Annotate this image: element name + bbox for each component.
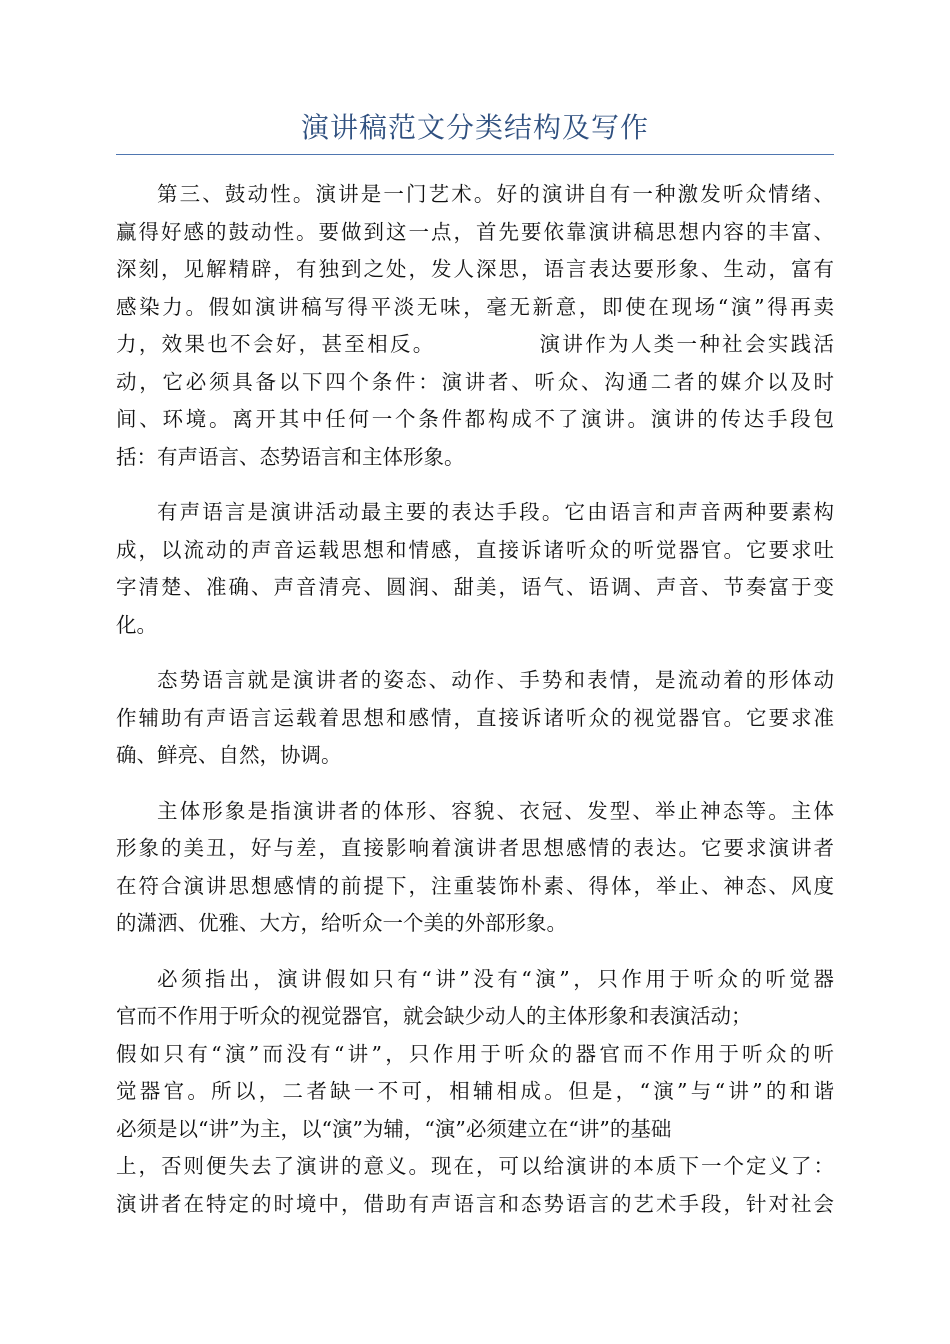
text-line: 演讲者在特定的时境中，借助有声语言和态势语言的艺术手段，针对社会 xyxy=(116,1191,834,1216)
text-line: 假如只有“演”而没有“讲”，只作用于听众的器官而不作用于听众的听 xyxy=(116,1041,834,1066)
text-line: 动，它必须具备以下四个条件：演讲者、听众、沟通二者的媒介以及时 xyxy=(116,369,834,394)
document-body xyxy=(116,176,834,1241)
text-line: 有声语言是演讲活动最主要的表达手段。它由语言和声音两种要素构 xyxy=(157,500,834,524)
paragraph xyxy=(116,176,834,476)
text-line: 态势语言就是演讲者的姿态、动作、手势和表情，是流动着的形体动 xyxy=(157,668,834,692)
text-line: 化。 xyxy=(116,612,157,637)
text-line: 官而不作用于听众的视觉器官，就会缺少动人的主体形象和表演活动； xyxy=(116,1004,752,1028)
paragraph xyxy=(116,961,834,1224)
text-line: 成，以流动的声音运载思想和情感，直接诉诸听众的听觉器官。它要求吐 xyxy=(116,537,834,562)
text-line: 在符合演讲思想感情的前提下，注重装饰朴素、得体，举止、神态、风度 xyxy=(116,873,834,898)
paragraph xyxy=(116,662,834,775)
title-underline xyxy=(116,154,834,155)
text-line: 必须指出，演讲假如只有“讲”没有“演”，只作用于听众的听觉器 xyxy=(157,966,834,991)
text-line: 主体形象是指演讲者的体形、容貌、衣冠、发型、举止神态等。主体 xyxy=(157,798,834,823)
text-line: 上，否则便失去了演讲的意义。现在，可以给演讲的本质下一个定义了： xyxy=(116,1154,834,1178)
text-line: 的潇洒、优雅、大方，给听众一个美的外部形象。 xyxy=(116,911,567,935)
paragraph xyxy=(116,494,834,644)
text-line: 必须是以“讲”为主，以“演”为辅，“演”必须建立在“讲”的基础 xyxy=(116,1116,672,1141)
text-line: 形象的美丑，好与差，直接影响着演讲者思想感情的表达。它要求演讲者 xyxy=(116,836,834,860)
text-line: 确、鲜亮、自然，协调。 xyxy=(116,743,342,767)
text-line: 字清楚、准确、声音清亮、圆润、甜美，语气、语调、声音、节奏富于变 xyxy=(116,575,834,599)
text-line: 括：有声语言、态势语言和主体形象。 xyxy=(116,444,465,469)
paragraph xyxy=(116,793,834,943)
text-line: 深刻，见解精辟，有独到之处，发人深思，语言表达要形象、生动，富有 xyxy=(116,257,834,281)
text-line: 力，效果也不会好，甚至相反。 演讲作为人类一种社会实践活 xyxy=(116,332,834,356)
text-line: 感染力。假如演讲稿写得平淡无味，毫无新意，即使在现场“演”得再卖 xyxy=(116,294,834,319)
text-line: 作辅助有声语言运载着思想和感情，直接诉诸听众的视觉器官。它要求准 xyxy=(116,705,834,730)
text-line: 第三、鼓动性。演讲是一门艺术。好的演讲自有一种激发听众情绪、 xyxy=(157,182,834,206)
text-line: 觉器官。所以，二者缺一不可，相辅相成。但是，“演”与“讲”的和谐 xyxy=(116,1079,834,1103)
document-title: 演讲稿范文分类结构及写作 xyxy=(300,111,649,144)
text-line: 赢得好感的鼓动性。要做到这一点，首先要依靠演讲稿思想内容的丰富、 xyxy=(116,219,834,244)
text-line: 间、环境。离开其中任何一个条件都构成不了演讲。演讲的传达手段包 xyxy=(116,407,834,431)
